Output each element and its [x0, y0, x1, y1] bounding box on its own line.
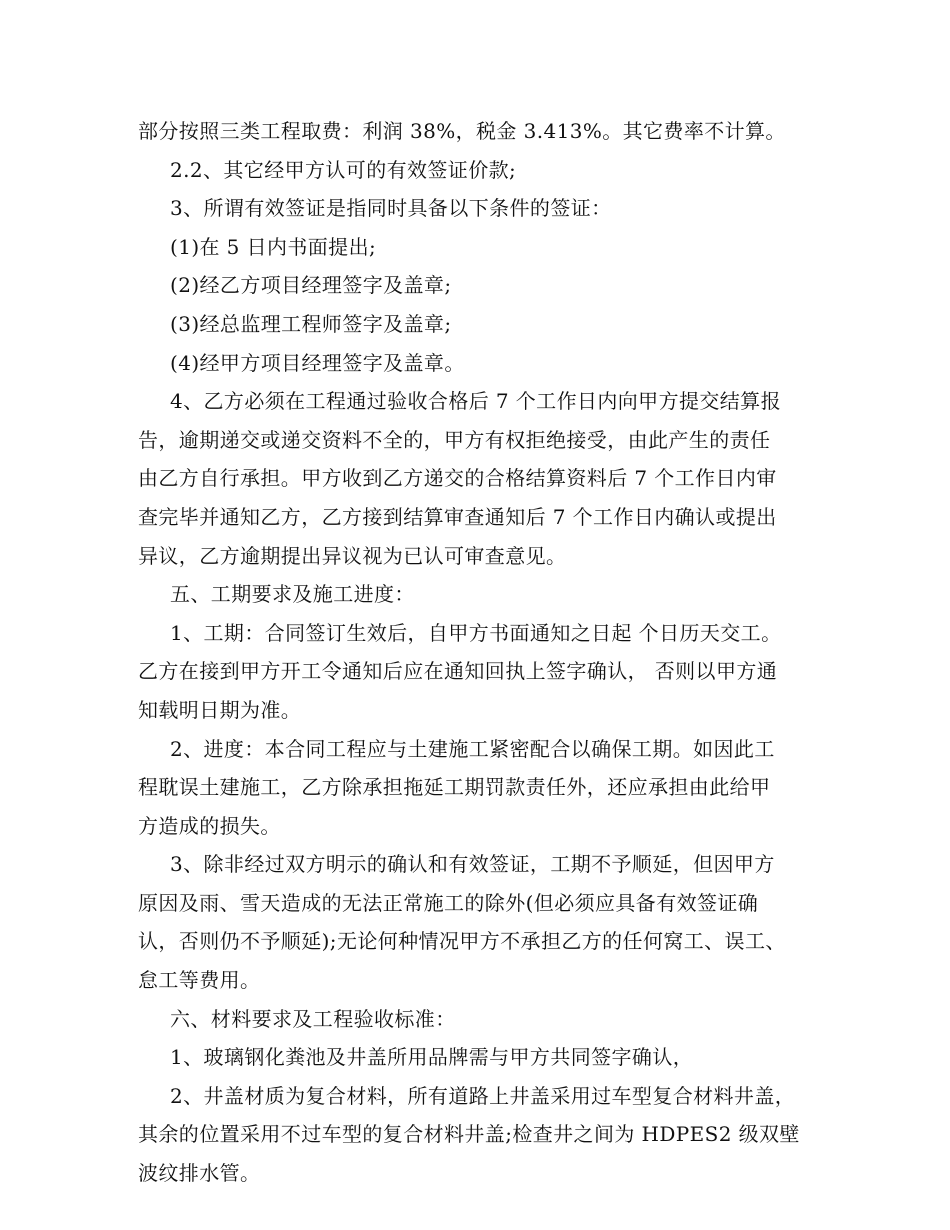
text-line: 告，逾期递交或递交资料不全的，甲方有权拒绝接受，由此产生的责任	[138, 427, 771, 452]
text-line: 2、井盖材质为复合材料，所有道路上井盖采用过车型复合材料井盖，	[170, 1083, 796, 1108]
text-line: 查完毕并通知乙方，乙方接到结算审查通知后 7 个工作日内确认或提出	[138, 504, 777, 529]
section-heading: 五、工期要求及施工进度：	[170, 582, 415, 607]
text-line: 2.2、其它经甲方认可的有效签证价款;	[170, 157, 517, 182]
text-line: (2)经乙方项目经理签字及盖章;	[170, 273, 452, 298]
text-line: 原因及雨、雪天造成的无法正常施工的除外(但必须应具备有效签证确	[138, 890, 759, 915]
text-line: 知载明日期为准。	[138, 697, 302, 722]
text-line: (1)在 5 日内书面提出;	[170, 234, 377, 259]
text-line: 部分按照三类工程取费：利润 38%，税金 3.413%。其它费率不计算。	[138, 119, 786, 143]
text-line: 乙方在接到甲方开工令通知后应在通知回执上签字确认， 否则以甲方通	[138, 659, 778, 684]
text-line: 3、除非经过双方明示的确认和有效签证，工期不予顺延，但因甲方	[170, 852, 775, 877]
text-line: 怠工等费用。	[138, 968, 261, 993]
document-body	[138, 112, 828, 1193]
text-line: 2、进度：本合同工程应与土建施工紧密配合以确保工期。如因此工	[170, 736, 775, 761]
section-heading: 六、材料要求及工程验收标准：	[170, 1006, 456, 1031]
text-line: (3)经总监理工程师签字及盖章;	[170, 311, 452, 336]
text-line: 方造成的损失。	[138, 813, 281, 838]
text-line: 其余的位置采用不过车型的复合材料井盖;检查井之间为 HDPES2 级双壁	[138, 1122, 800, 1147]
text-line: 由乙方自行承担。甲方收到乙方递交的合格结算资料后 7 个工作日内审	[138, 466, 777, 491]
text-line: 4、乙方必须在工程通过验收合格后 7 个工作日内向甲方提交结算报	[170, 389, 781, 414]
text-line: 认，否则仍不予顺延);无论何种情况甲方不承担乙方的任何窝工、误工、	[138, 929, 786, 954]
text-line: 程耽误土建施工，乙方除承担拖延工期罚款责任外，还应承担由此给甲	[138, 775, 771, 800]
text-line: 波纹排水管。	[138, 1161, 261, 1186]
text-line: 3、所谓有效签证是指同时具备以下条件的签证：	[170, 196, 612, 221]
text-line: 1、工期：合同签订生效后，自甲方书面通知之日起 个日历天交工。	[170, 620, 782, 645]
text-line: 异议，乙方逾期提出异议视为已认可审查意见。	[138, 543, 567, 568]
text-line: 1、玻璃钢化粪池及井盖所用品牌需与甲方共同签字确认，	[170, 1045, 694, 1070]
text-line: (4)经甲方项目经理签字及盖章。	[170, 350, 465, 375]
